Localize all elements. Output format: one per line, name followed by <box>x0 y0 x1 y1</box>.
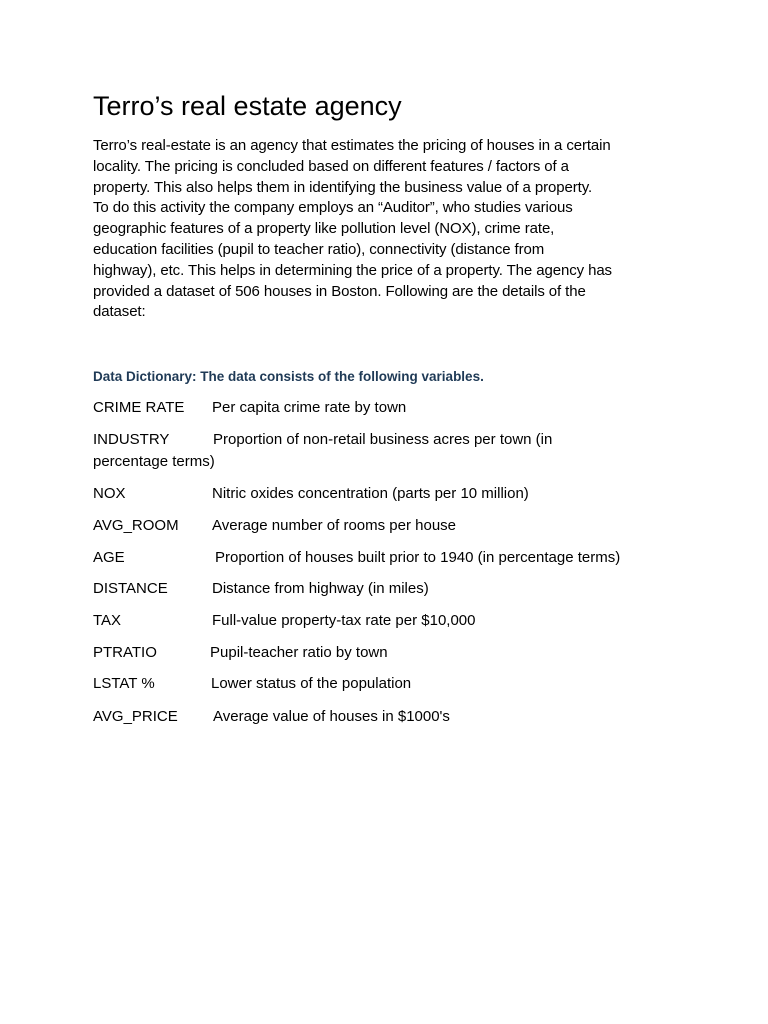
intro-line: Terro’s real-estate is an agency that estimates the pricing of houses in a certain <box>93 137 611 154</box>
intro-line: highway), etc. This helps in determining the price of a property. The agency has <box>93 261 612 279</box>
variable-description: Distance from highway (in miles) <box>212 580 429 597</box>
variable-name: INDUSTRY <box>93 431 170 448</box>
variable-description: Lower status of the population <box>211 675 412 692</box>
intro-paragraph <box>93 136 693 323</box>
variable-name: LSTAT % <box>93 675 155 692</box>
document-title: Terro’s real estate agency <box>93 91 402 121</box>
intro-line: property. This also helps them in identifying the business value of a property. <box>93 178 593 196</box>
intro-line: geographic features of a property like pollution level (NOX), crime rate, <box>93 220 555 238</box>
variable-description: Average value of houses in $1000's <box>213 708 450 725</box>
intro-line: dataset: <box>93 303 146 321</box>
variable-name: NOX <box>93 485 126 502</box>
intro-line: provided a dataset of 506 houses in Boston. Following are the details of the <box>93 282 586 300</box>
variable-description: Proportion of houses built prior to 1940 (in percentage terms) <box>215 549 621 566</box>
variable-description: Proportion of non-retail business acres per town (in <box>213 431 553 448</box>
variable-name: PTRATIO <box>93 644 157 661</box>
variable-description: Per capita crime rate by town <box>212 399 407 416</box>
intro-line: education facilities (pupil to teacher ratio), connectivity (distance from <box>93 240 545 258</box>
variable-description: Average number of rooms per house <box>212 517 457 534</box>
variable-description-continued: percentage terms) <box>93 453 215 470</box>
variable-name: AGE <box>93 549 125 566</box>
intro-line: To do this activity the company employs an “Auditor”, who studies various <box>93 199 573 217</box>
variable-description: Nitric oxides concentration (parts per 10 million) <box>212 485 529 502</box>
intro-line: locality. The pricing is concluded based on different features / factors of a <box>93 157 569 175</box>
variable-name: AVG_PRICE <box>93 708 178 725</box>
variable-description: Pupil-teacher ratio by town <box>210 644 388 661</box>
data-dictionary-heading: Data Dictionary: The data consists of the following variables. <box>93 369 484 384</box>
variable-name: DISTANCE <box>93 580 168 597</box>
variable-name: TAX <box>93 612 122 629</box>
variable-description: Full-value property-tax rate per $10,000 <box>212 612 476 629</box>
variable-name: AVG_ROOM <box>93 517 179 534</box>
variable-name: CRIME RATE <box>93 399 185 416</box>
